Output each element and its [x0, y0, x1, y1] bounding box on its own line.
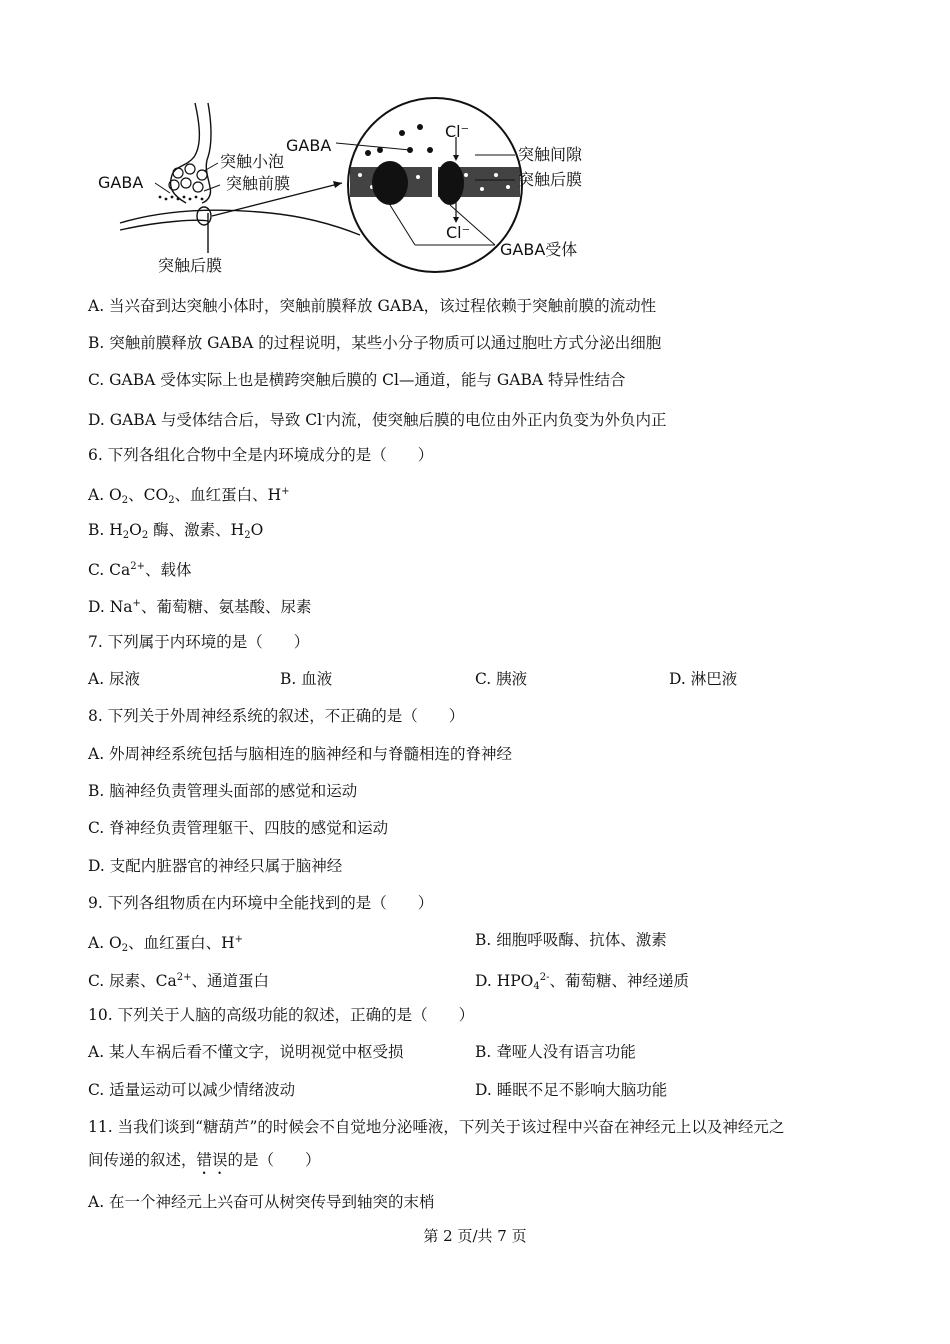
q6-d-t1: D. Na: [88, 598, 133, 616]
q9-stem: 9. 下列各组物质在内环境中全能找到的是（ ）: [88, 894, 434, 912]
q7-option-b: B. 血液: [280, 670, 333, 688]
q5-option-d: [88, 407, 666, 430]
label-cleft: 突触间隙: [518, 145, 583, 164]
q9-d-sup: 2-: [539, 972, 550, 983]
q11-stem-line1: 11. 当我们谈到“糖葫芦”的时候会不自觉地分泌唾液，下列关于该过程中兴奋在神经元上以及神经元之: [88, 1118, 785, 1136]
q6-a-t3: 、血红蛋白、H: [174, 486, 282, 504]
q9-c-sup: 2+: [176, 972, 192, 983]
label-gaba-top: GABA: [286, 136, 332, 155]
q6-b-t2: O: [129, 521, 142, 539]
q11-t1: 间传递的叙述，: [88, 1151, 197, 1169]
label-cl-top: Cl⁻: [445, 122, 470, 141]
q6-c-t2: 、载体: [145, 561, 192, 579]
q9-d-t2: 、葡萄糖、神经递质: [549, 972, 690, 990]
q6-d-sup: +: [132, 598, 141, 609]
q6-c-t1: C. Ca: [88, 561, 131, 579]
q9-option-c: [88, 968, 269, 991]
label-cl-bottom: Cl⁻: [446, 223, 471, 242]
q5-d-sup: -: [322, 411, 326, 422]
q9-option-d: [475, 968, 689, 997]
q6-option-b: [88, 520, 263, 546]
q9-d-t1: D. HPO: [475, 972, 534, 990]
q5-option-b: B. 突触前膜释放 GABA 的过程说明，某些小分子物质可以通过胞吐方式分泌出细胞: [88, 334, 662, 352]
q9-a-t1: A. O: [88, 934, 122, 952]
q8-option-b: B. 脑神经负责管理头面部的感觉和运动: [88, 782, 358, 800]
label-vesicle: 突触小泡: [220, 152, 285, 171]
q6-a-s2: 2: [168, 495, 175, 506]
q6-a-sup: +: [281, 486, 290, 497]
q5-option-c: C. GABA 受体实际上也是横跨突触后膜的 Cl—通道，能与 GABA 特异性结合: [88, 371, 626, 389]
label-pre-membrane: 突触前膜: [226, 174, 291, 193]
q9-option-a: [88, 930, 243, 959]
q11-emphasis: 错误: [196, 1151, 228, 1169]
q7-option-c: C. 胰液: [475, 670, 528, 688]
q6-stem: 6. 下列各组化合物中全是内环境成分的是（ ）: [88, 446, 434, 464]
q8-option-d: D. 支配内脏器官的神经只属于脑神经: [88, 857, 343, 875]
q9-c-t2: 、通道蛋白: [191, 972, 270, 990]
q10-option-d: D. 睡眠不足不影响大脑功能: [475, 1081, 668, 1099]
vesicles: [169, 164, 207, 192]
q11-t2: 的是（ ）: [227, 1151, 321, 1169]
q5-option-a: A. 当兴奋到达突触小体时，突触前膜释放 GABA，该过程依赖于突触前膜的流动性: [88, 297, 657, 315]
q6-b-s3: 2: [244, 530, 251, 541]
q6-a-s1: 2: [121, 495, 129, 506]
q6-option-a: [88, 482, 290, 511]
q6-b-t3: 酶、激素、H: [148, 521, 245, 539]
q5-d-text-2: 内流，使突触后膜的电位由外正内负变为外负内正: [325, 411, 667, 429]
q6-option-d: [88, 594, 311, 617]
q10-option-b: B. 聋哑人没有语言功能: [475, 1043, 636, 1061]
q6-a-t1: A. O: [88, 486, 122, 504]
q11-stem-line2: [88, 1150, 321, 1178]
q9-option-b: B. 细胞呼吸酶、抗体、激素: [475, 931, 667, 949]
q6-option-c: [88, 557, 192, 580]
q10-stem: 10. 下列关于人脑的高级功能的叙述，正确的是（ ）: [88, 1006, 475, 1024]
q9-d-s1: 4: [533, 981, 540, 992]
q10-option-c: C. 适量运动可以减少情绪波动: [88, 1081, 296, 1099]
q9-a-s1: 2: [121, 943, 129, 954]
label-gaba-left: GABA: [98, 173, 144, 192]
q6-b-s2: 2: [141, 530, 149, 541]
q6-b-t1: B. H: [88, 521, 123, 539]
q6-c-sup: 2+: [130, 561, 146, 572]
zoom-circle: [348, 98, 522, 272]
label-post-membrane-bottom: 突触后膜: [158, 256, 223, 275]
q6-b-t4: O: [250, 521, 264, 539]
q7-option-a: A. 尿液: [88, 670, 141, 688]
q8-option-c: C. 脊神经负责管理躯干、四肢的感觉和运动: [88, 819, 389, 837]
q8-stem: 8. 下列关于外周神经系统的叙述，不正确的是（ ）: [88, 707, 465, 725]
q10-option-a: A. 某人车祸后看不懂文字，说明视觉中枢受损: [88, 1043, 404, 1061]
q9-c-t1: C. 尿素、Ca: [88, 972, 177, 990]
q9-a-sup: +: [234, 934, 244, 945]
q8-option-a: A. 外周神经系统包括与脑相连的脑神经和与脊髓相连的脊神经: [88, 745, 513, 763]
q6-d-t2: 、葡萄糖、氨基酸、尿素: [140, 598, 312, 616]
q5-d-text: D. GABA 与受体结合后，导致 Cl: [88, 411, 323, 429]
q6-a-t2: 、CO: [128, 486, 169, 504]
label-receptor: GABA受体: [500, 240, 578, 259]
page-footer: 第 2 页/共 7 页: [423, 1227, 527, 1245]
synapse-diagram: [90, 95, 630, 280]
q6-b-s1: 2: [122, 530, 130, 541]
q7-stem: 7. 下列属于内环境的是（ ）: [88, 633, 310, 651]
q11-option-a: A. 在一个神经元上兴奋可从树突传导到轴突的末梢: [88, 1193, 435, 1211]
q7-option-d: D. 淋巴液: [669, 670, 738, 688]
q9-a-t2: 、血红蛋白、H: [128, 934, 235, 952]
label-post-membrane-right: 突触后膜: [518, 170, 583, 189]
